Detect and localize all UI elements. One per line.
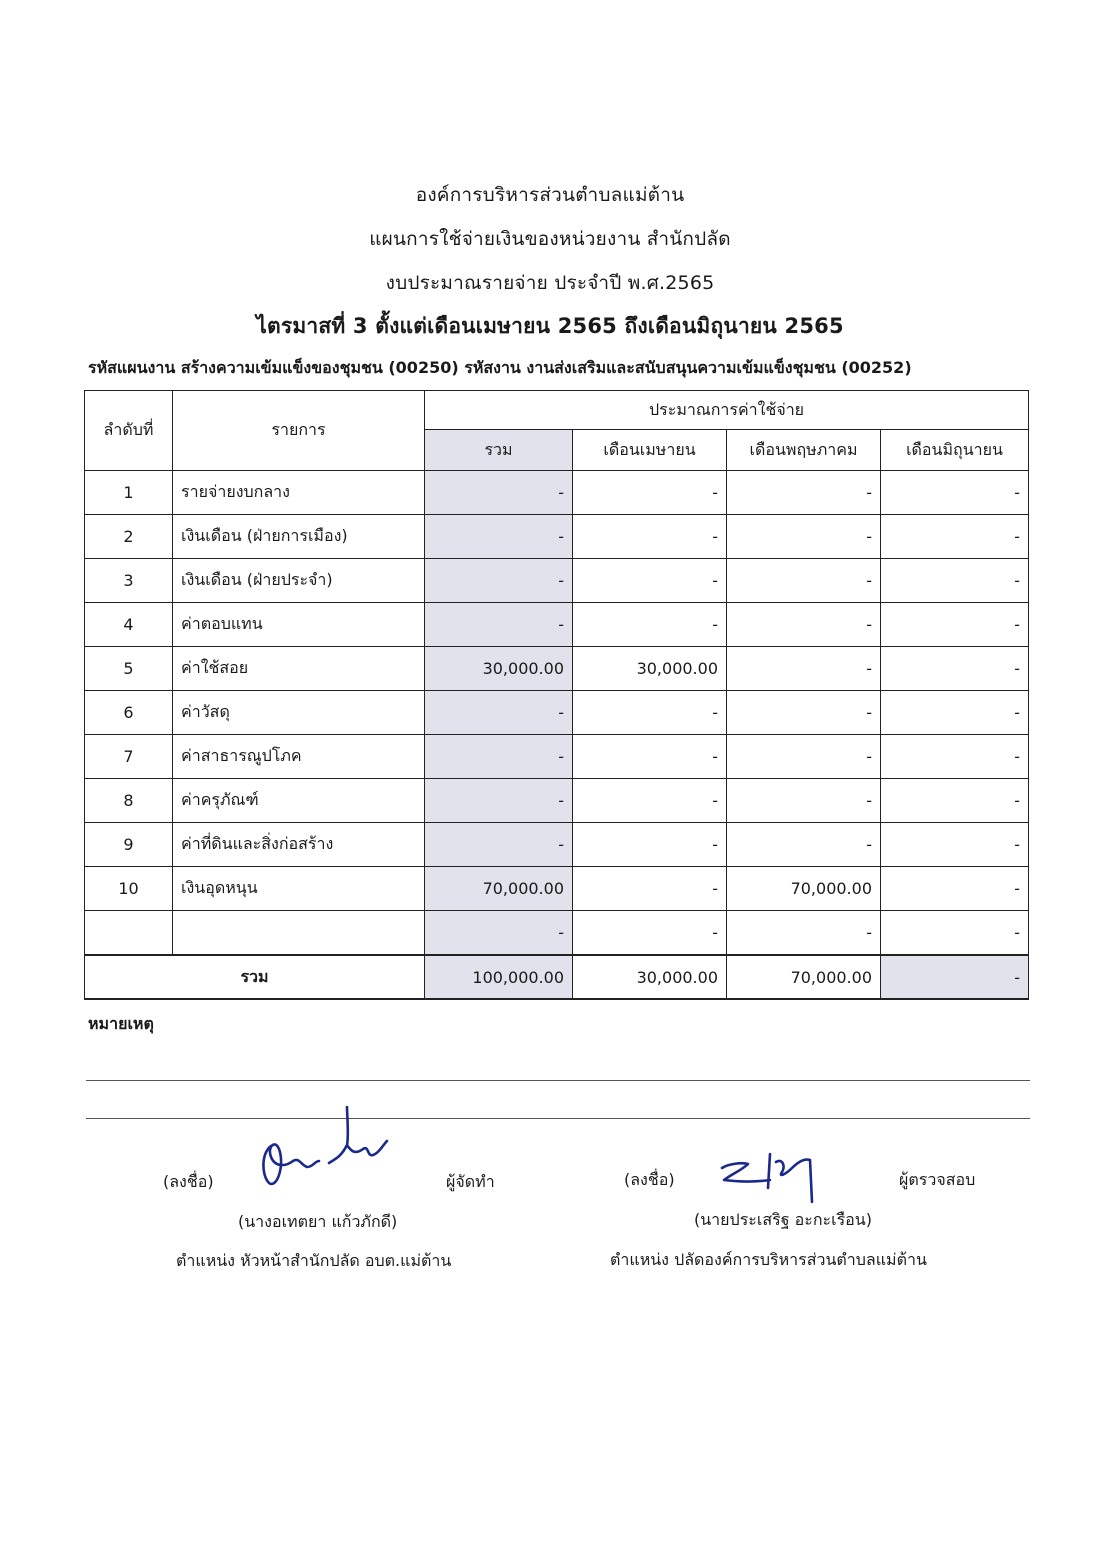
row-may: 70,000.00 <box>727 867 881 911</box>
row-total: 70,000.00 <box>425 867 573 911</box>
plan-title: แผนการใช้จ่ายเงินของหน่วยงาน สำนักปลัด <box>369 228 731 250</box>
plan-codes: รหัสแผนงาน สร้างความเข้มแข็งของชุมชน (00250) รหัสงาน งานส่งเสริมและสนับสนุนความเข้มแข็งชุมชน (00252) <box>88 358 912 377</box>
column-header-item: รายการ <box>173 391 425 471</box>
total-april: 30,000.00 <box>573 955 727 999</box>
row-june: - <box>881 559 1029 603</box>
row-item: เงินเดือน (ฝ่ายประจำ) <box>173 559 425 603</box>
column-header-june: เดือนมิถุนายน <box>881 430 1029 471</box>
row-june: - <box>881 515 1029 559</box>
table-row <box>85 823 1029 867</box>
row-no: 6 <box>85 691 173 735</box>
row-may: - <box>727 515 881 559</box>
row-april: - <box>573 515 727 559</box>
table-row <box>85 515 1029 559</box>
column-header-april: เดือนเมษายน <box>573 430 727 471</box>
signer-position: ตำแหน่ง ปลัดองค์การบริหารส่วนตำบลแม่ต้าน <box>610 1250 927 1269</box>
row-may: - <box>727 779 881 823</box>
column-header-may: เดือนพฤษภาคม <box>727 430 881 471</box>
row-no: 4 <box>85 603 173 647</box>
row-item: ค่าใช้สอย <box>173 647 425 691</box>
row-june: - <box>881 691 1029 735</box>
row-june: - <box>881 911 1029 956</box>
row-no: 5 <box>85 647 173 691</box>
row-april: - <box>573 691 727 735</box>
row-may: - <box>727 823 881 867</box>
row-may: - <box>727 647 881 691</box>
row-april: 30,000.00 <box>573 647 727 691</box>
row-item: เงินอุดหนุน <box>173 867 425 911</box>
row-item: ค่าที่ดินและสิ่งก่อสร้าง <box>173 823 425 867</box>
row-item: ค่าวัสดุ <box>173 691 425 735</box>
quarter-title: ไตรมาสที่ 3 ตั้งแต่เดือนเมษายน 2565 ถึงเดือนมิถุนายน 2565 <box>256 314 844 338</box>
row-no: 9 <box>85 823 173 867</box>
row-no: 3 <box>85 559 173 603</box>
role-label: ผู้จัดทำ <box>446 1172 495 1191</box>
row-total: - <box>425 515 573 559</box>
row-april: - <box>573 867 727 911</box>
signer-name: (นางอเทตยา แก้วภักดี) <box>238 1212 398 1231</box>
row-april: - <box>573 823 727 867</box>
column-header-no: ลำดับที่ <box>85 391 173 471</box>
table-row <box>85 735 1029 779</box>
row-june: - <box>881 735 1029 779</box>
row-april: - <box>573 471 727 515</box>
row-total: - <box>425 471 573 515</box>
remark-line <box>86 1080 1030 1081</box>
remark-label: หมายเหตุ <box>88 1014 154 1033</box>
row-total: - <box>425 735 573 779</box>
row-total: - <box>425 603 573 647</box>
total-label: รวม <box>85 955 425 999</box>
row-april: - <box>573 603 727 647</box>
row-may: - <box>727 559 881 603</box>
row-may: - <box>727 691 881 735</box>
row-total: - <box>425 691 573 735</box>
row-total: - <box>425 559 573 603</box>
row-no: 10 <box>85 867 173 911</box>
row-no: 7 <box>85 735 173 779</box>
row-june: - <box>881 867 1029 911</box>
row-item <box>173 911 425 956</box>
row-june: - <box>881 779 1029 823</box>
sign-label: (ลงชื่อ) <box>624 1170 675 1189</box>
row-june: - <box>881 823 1029 867</box>
table-row <box>85 867 1029 911</box>
row-total: - <box>425 779 573 823</box>
row-april: - <box>573 559 727 603</box>
row-item: รายจ่ายงบกลาง <box>173 471 425 515</box>
signer-position: ตำแหน่ง หัวหน้าสำนักปลัด อบต.แม่ต้าน <box>176 1251 452 1270</box>
table-row <box>85 559 1029 603</box>
total-june: - <box>881 955 1029 999</box>
row-item: ค่าสาธารณูปโภค <box>173 735 425 779</box>
row-june: - <box>881 471 1029 515</box>
row-total: - <box>425 823 573 867</box>
row-may: - <box>727 735 881 779</box>
row-item: เงินเดือน (ฝ่ายการเมือง) <box>173 515 425 559</box>
row-item: ค่าครุภัณฑ์ <box>173 779 425 823</box>
org-title: องค์การบริหารส่วนตำบลแม่ต้าน <box>415 184 685 206</box>
signer-name: (นายประเสริฐ อะกะเรือน) <box>694 1210 872 1229</box>
handwritten-signature <box>712 1140 832 1210</box>
total-may: 70,000.00 <box>727 955 881 999</box>
row-item: ค่าตอบแทน <box>173 603 425 647</box>
remark-line <box>86 1118 1030 1119</box>
row-june: - <box>881 603 1029 647</box>
row-may: - <box>727 911 881 956</box>
handwritten-signature <box>255 1105 395 1190</box>
table-row <box>85 603 1029 647</box>
sign-label: (ลงชื่อ) <box>163 1172 214 1191</box>
column-header-estimate: ประมาณการค่าใช้จ่าย <box>425 391 1029 430</box>
table-row <box>85 471 1029 515</box>
column-header-total: รวม <box>425 430 573 471</box>
row-april: - <box>573 779 727 823</box>
row-no: 1 <box>85 471 173 515</box>
table-row <box>85 647 1029 691</box>
total-sum: 100,000.00 <box>425 955 573 999</box>
table-row <box>85 691 1029 735</box>
row-may: - <box>727 603 881 647</box>
row-april: - <box>573 735 727 779</box>
row-no: 2 <box>85 515 173 559</box>
row-april: - <box>573 911 727 956</box>
row-may: - <box>727 471 881 515</box>
row-no <box>85 911 173 956</box>
row-total: - <box>425 911 573 956</box>
table-row <box>85 779 1029 823</box>
role-label: ผู้ตรวจสอบ <box>899 1170 976 1189</box>
row-june: - <box>881 647 1029 691</box>
budget-table <box>84 390 1029 1000</box>
budget-year-title: งบประมาณรายจ่าย ประจำปี พ.ศ.2565 <box>385 272 715 294</box>
row-no: 8 <box>85 779 173 823</box>
row-total: 30,000.00 <box>425 647 573 691</box>
table-total-row <box>85 955 1029 999</box>
table-row <box>85 911 1029 956</box>
